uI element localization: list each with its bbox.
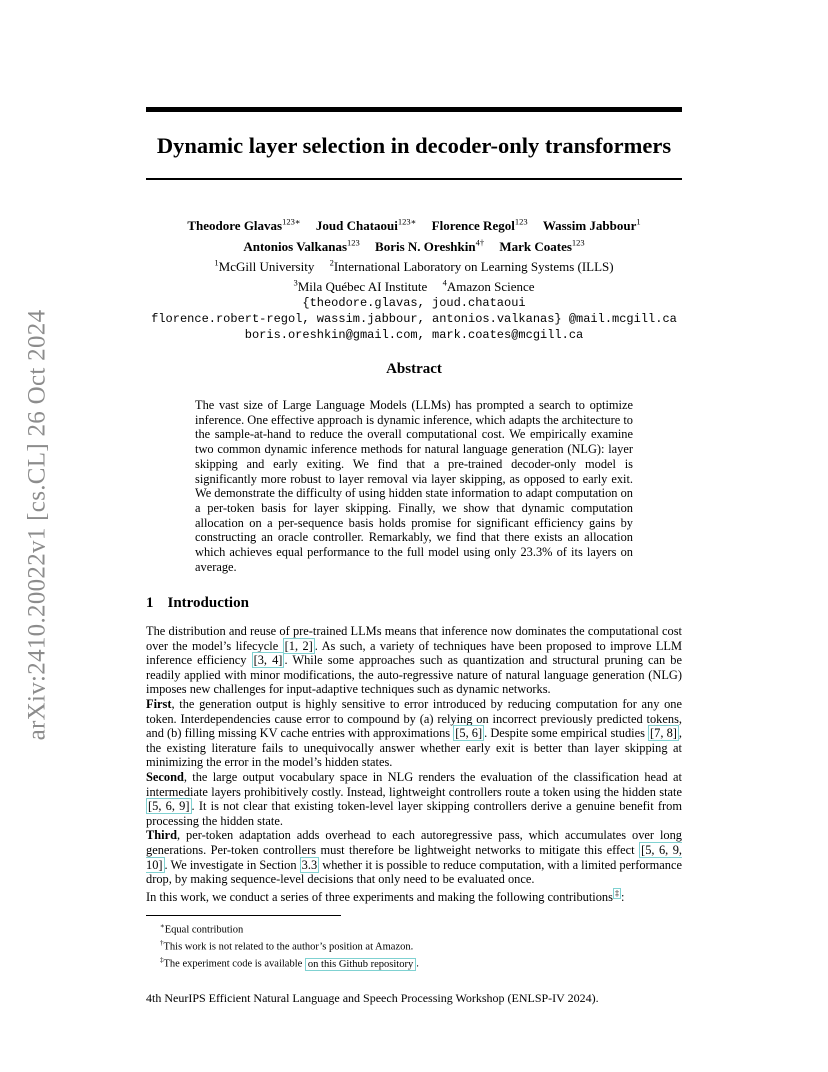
github-link[interactable]: on this Github repository [305, 958, 416, 971]
author: Boris N. Oreshkin$^{4\dagger}$ [375, 237, 485, 254]
email-line: florence.robert-regol, wassim.jabbour, antonios.valkanas} @mail.mcgill.ca [151, 312, 677, 327]
paragraph: First, the generation output is highly sensitive to error introduced by reducing computation for any one token. Interdependencies cause error to compound by (a) relying on incorrect previously predicted tokens, and (b) filling missing KV cache entries with approximations [5, 6] . Despite some empirical studies [7, 8] , the existing literature fails to unequivocally answer whether early exit is better than layer skipping at minimizing the error in the model’s hidden states. [146, 696, 682, 770]
introduction-body [146, 624, 682, 904]
title-bottom-rule [146, 178, 682, 180]
citation-link[interactable]: [3, 4] [253, 653, 283, 668]
affiliation-row-2 [110, 275, 718, 295]
section-title: Introduction [167, 595, 249, 611]
abstract-heading: Abstract [386, 361, 442, 377]
author: Theodore Glavas$^{123∗}$ [187, 217, 301, 234]
author: Joud Chataoui$^{123∗}$ [315, 217, 417, 234]
author-row-2 [110, 234, 718, 254]
paragraph: In this work, we conduct a series of three experiments and making the following contributions ‡ : [146, 888, 625, 904]
affiliation: $^4$Amazon Science [442, 277, 535, 295]
arxiv-identifier: arXiv:2410.20022v1 [cs.CL] 26 Oct 2024 [23, 309, 51, 741]
affiliation-row-1 [110, 255, 718, 275]
author: Antonios Valkanas$^{123}$ [243, 237, 360, 254]
footnote: ‡The experiment code is available on this Github repository . [160, 956, 419, 970]
arxiv-sidebar [22, 290, 52, 760]
section-heading [146, 595, 249, 612]
citation-link[interactable]: [1, 2] [284, 638, 313, 653]
section-link[interactable]: 3.3 [301, 857, 318, 872]
author: Florence Regol$^{123}$ [431, 217, 528, 234]
footnote: †This work is not related to the author’s position at Amazon. [160, 939, 414, 953]
citation-link[interactable]: [7, 8] [650, 726, 677, 741]
author: Mark Coates$^{123}$ [499, 237, 585, 254]
author: Wassim Jabbour$^1$ [542, 217, 641, 234]
author-block [110, 214, 718, 343]
author-row-1 [110, 214, 718, 234]
paragraph: Second, the large output vocabulary space in NLG renders the evaluation of the classification head at intermediate layers prohibitively costly. Instead, lightweight controllers route a token using the hidden state [5, 6, 9] . It is not clear that existing token-level layer skipping controllers derive a genuine benefit from processing the hidden state. [146, 769, 683, 828]
citation-link[interactable]: [5, 6, 9] [148, 799, 190, 814]
abstract-text: The vast size of Large Language Models (LLMs) has prompted a search to optimize inference. One effective approach is dynamic inference, which adapts the architecture to the sample-at-hand to reduce the overall computational cost. We empirically examine two common dynamic inference methods for natural language generation (NLG): layer skipping and early exiting. We find that a pre-trained decoder-only model is significantly more robust to layer removal via layer skipping, as opposed to early exit. We demonstrate the difficulty of using hidden state information to adapt computation on a per-token basis for layer skipping. Finally, we show that dynamic computation allocation on a per-sequence basis holds promise for significant efficiency gains by constructing an oracle controller. Remarkably, we find that there exists an allocation which achieves equal performance to the full model using only 23.3% of its layers on average. [195, 398, 633, 574]
footnote-rule [146, 915, 341, 916]
citation-link[interactable]: [5, 6, 9, 10] [146, 842, 682, 872]
venue-footer: 4th NeurIPS Efficient Natural Language and Speech Processing Workshop (ENLSP-IV 2024). [146, 991, 599, 1005]
affiliation: $^1$McGill University [214, 257, 315, 274]
affiliation: $^3$Mila Québec AI Institute [293, 277, 428, 295]
paper-title: Dynamic layer selection in decoder-only transformers [156, 133, 672, 158]
paragraph: Third, per-token adaptation adds overhead to each autoregressive pass, which accumulates over long generations. Per-token controllers must therefore be lightweight networks to mitigate this effect [5, 6, 9, 10] . We investigate in Section 3.3 whether it is possible to reduce computation, with a limited performance drop, by making sequence-level decisions that only need to be evaluated once. [146, 828, 682, 887]
citation-link[interactable]: [5, 6] [455, 726, 483, 741]
email-line: {theodore.glavas, joud.chataoui [302, 296, 526, 311]
affiliation: $^2$International Laboratory on Learning Systems (ILLS) [329, 257, 614, 274]
section-number: 1 [146, 595, 154, 611]
footnote-link[interactable]: ‡ [614, 888, 619, 898]
footnotes [160, 920, 680, 971]
footnote: ∗Equal contribution [160, 922, 244, 936]
email-line: boris.oreshkin@gmail.com, mark.coates@mcgill.ca [244, 328, 584, 343]
title-top-rule [146, 107, 682, 112]
paragraph: The distribution and reuse of pre-trained LLMs means that inference now dominates the computational cost over the model’s lifecycle [1, 2] . As such, a variety of techniques have been proposed to improve LLM inference efficiency [3, 4] . While some approaches such as quantization and structural pruning can be readily applied with minor modifications, the auto-regressive nature of natural language generation (NLG) imposes new challenges for input-adaptive techniques such as dynamic networks. [146, 624, 682, 697]
